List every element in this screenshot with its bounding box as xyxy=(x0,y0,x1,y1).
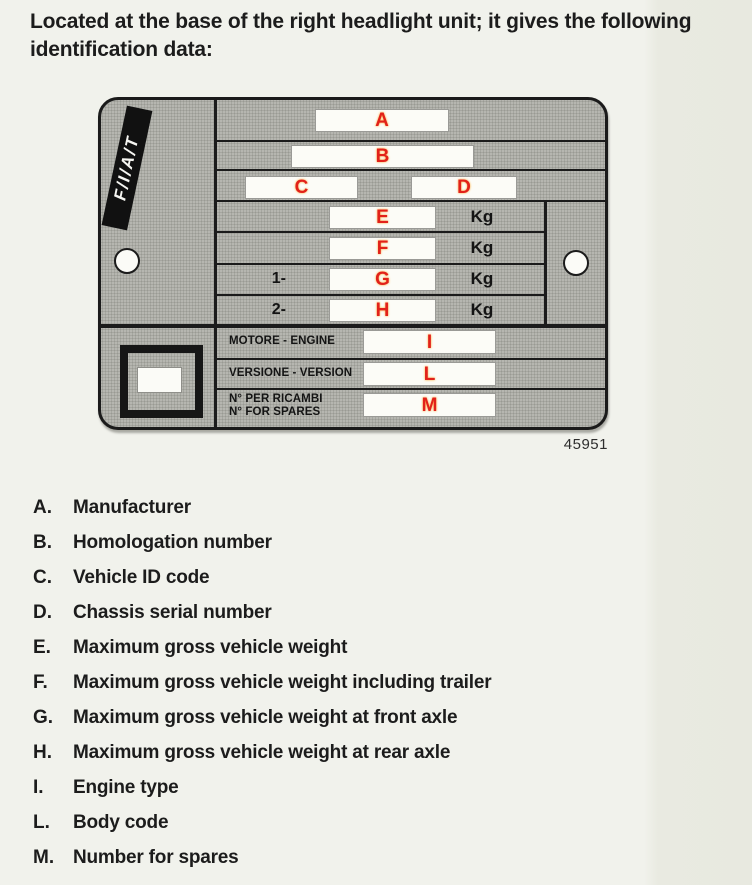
field-letter-d: D xyxy=(457,177,471,198)
legend-key: L. xyxy=(33,811,50,833)
field-letter-h: H xyxy=(375,300,390,321)
figure-number: 45951 xyxy=(563,436,608,453)
divider xyxy=(214,294,547,296)
legend-label: Maximum gross vehicle weight at rear axle xyxy=(73,741,451,763)
punch-mark-window xyxy=(137,367,182,393)
field-letter-f: F xyxy=(376,238,389,259)
divider xyxy=(214,358,605,360)
field-letter-i: I xyxy=(426,331,433,353)
spares-label-line1: N° PER RICAMBI xyxy=(229,393,323,405)
field-box-a xyxy=(315,109,449,132)
spares-number-label xyxy=(229,393,323,418)
legend-key: I. xyxy=(33,776,44,798)
identification-plate-diagram xyxy=(98,97,608,430)
legend-item-f xyxy=(33,665,733,700)
legend-key: M. xyxy=(33,846,55,868)
legend-key: G. xyxy=(33,706,54,728)
kg-unit-label: Kg xyxy=(470,299,494,319)
legend-label: Homologation number xyxy=(73,531,272,553)
field-box-g xyxy=(329,268,436,291)
fiat-logo: F/I/A/T xyxy=(102,106,153,231)
field-box-b xyxy=(291,145,474,168)
field-box-f xyxy=(329,237,436,260)
legend-key: B. xyxy=(33,531,52,553)
versione-version-label: VERSIONE - VERSION xyxy=(229,367,353,379)
kg-unit-label: Kg xyxy=(470,206,494,226)
legend-item-h xyxy=(33,735,733,770)
legend-key: H. xyxy=(33,741,52,763)
legend-label: Chassis serial number xyxy=(73,601,272,623)
legend-item-g xyxy=(33,700,733,735)
front-axle-prefix: 1- xyxy=(271,269,286,287)
legend-label: Number for spares xyxy=(73,846,239,868)
field-box-i xyxy=(363,330,496,354)
legend-key: D. xyxy=(33,601,52,623)
divider xyxy=(214,231,547,233)
rear-axle-prefix: 2- xyxy=(271,300,286,318)
field-box-h xyxy=(329,299,436,322)
divider xyxy=(214,140,605,142)
field-box-e xyxy=(329,206,436,229)
mounting-hole-left-icon xyxy=(114,248,140,274)
motore-engine-label: MOTORE - ENGINE xyxy=(229,335,336,347)
field-letter-a: A xyxy=(375,110,389,131)
legend-label: Maximum gross vehicle weight at front axle xyxy=(73,706,458,728)
kg-unit-label: Kg xyxy=(470,268,494,288)
field-letter-e: E xyxy=(376,207,389,228)
kg-unit-label: Kg xyxy=(470,237,494,257)
field-letter-b: B xyxy=(375,146,390,167)
legend-item-e xyxy=(33,630,733,665)
legend-item-a xyxy=(33,490,733,525)
legend-label: Engine type xyxy=(73,776,179,798)
field-box-c xyxy=(245,176,358,199)
legend-item-c xyxy=(33,560,733,595)
divider xyxy=(214,200,605,202)
mounting-hole-right-icon xyxy=(563,250,589,276)
legend-label: Maximum gross vehicle weight including trailer xyxy=(73,671,492,693)
field-box-m xyxy=(363,393,496,417)
field-letter-l: L xyxy=(423,363,436,385)
divider xyxy=(214,169,605,171)
field-box-d xyxy=(411,176,517,199)
legend-item-l xyxy=(33,805,733,840)
legend-label: Maximum gross vehicle weight xyxy=(73,636,348,658)
field-letter-c: C xyxy=(294,177,309,198)
field-box-l xyxy=(363,362,496,386)
legend-key: C. xyxy=(33,566,52,588)
spares-label-line2: N° FOR SPARES xyxy=(229,405,321,418)
divider xyxy=(214,263,547,265)
legend-label: Vehicle ID code xyxy=(73,566,210,588)
legend-key: E. xyxy=(33,636,51,658)
legend-item-d xyxy=(33,595,733,630)
legend-label: Manufacturer xyxy=(73,496,191,518)
field-letter-g: G xyxy=(375,269,390,290)
punch-mark-square xyxy=(120,345,203,418)
field-letter-m: M xyxy=(421,394,438,416)
legend-list xyxy=(33,490,733,875)
legend-item-b xyxy=(33,525,733,560)
legend-item-m xyxy=(33,840,733,875)
legend-label: Body code xyxy=(73,811,169,833)
divider xyxy=(214,388,605,390)
intro-text: Located at the base of the right headlight unit; it gives the following identification data: xyxy=(30,10,692,61)
legend-item-i xyxy=(33,770,733,805)
legend-key: F. xyxy=(33,671,48,693)
legend-key: A. xyxy=(33,496,52,518)
divider xyxy=(101,324,605,328)
